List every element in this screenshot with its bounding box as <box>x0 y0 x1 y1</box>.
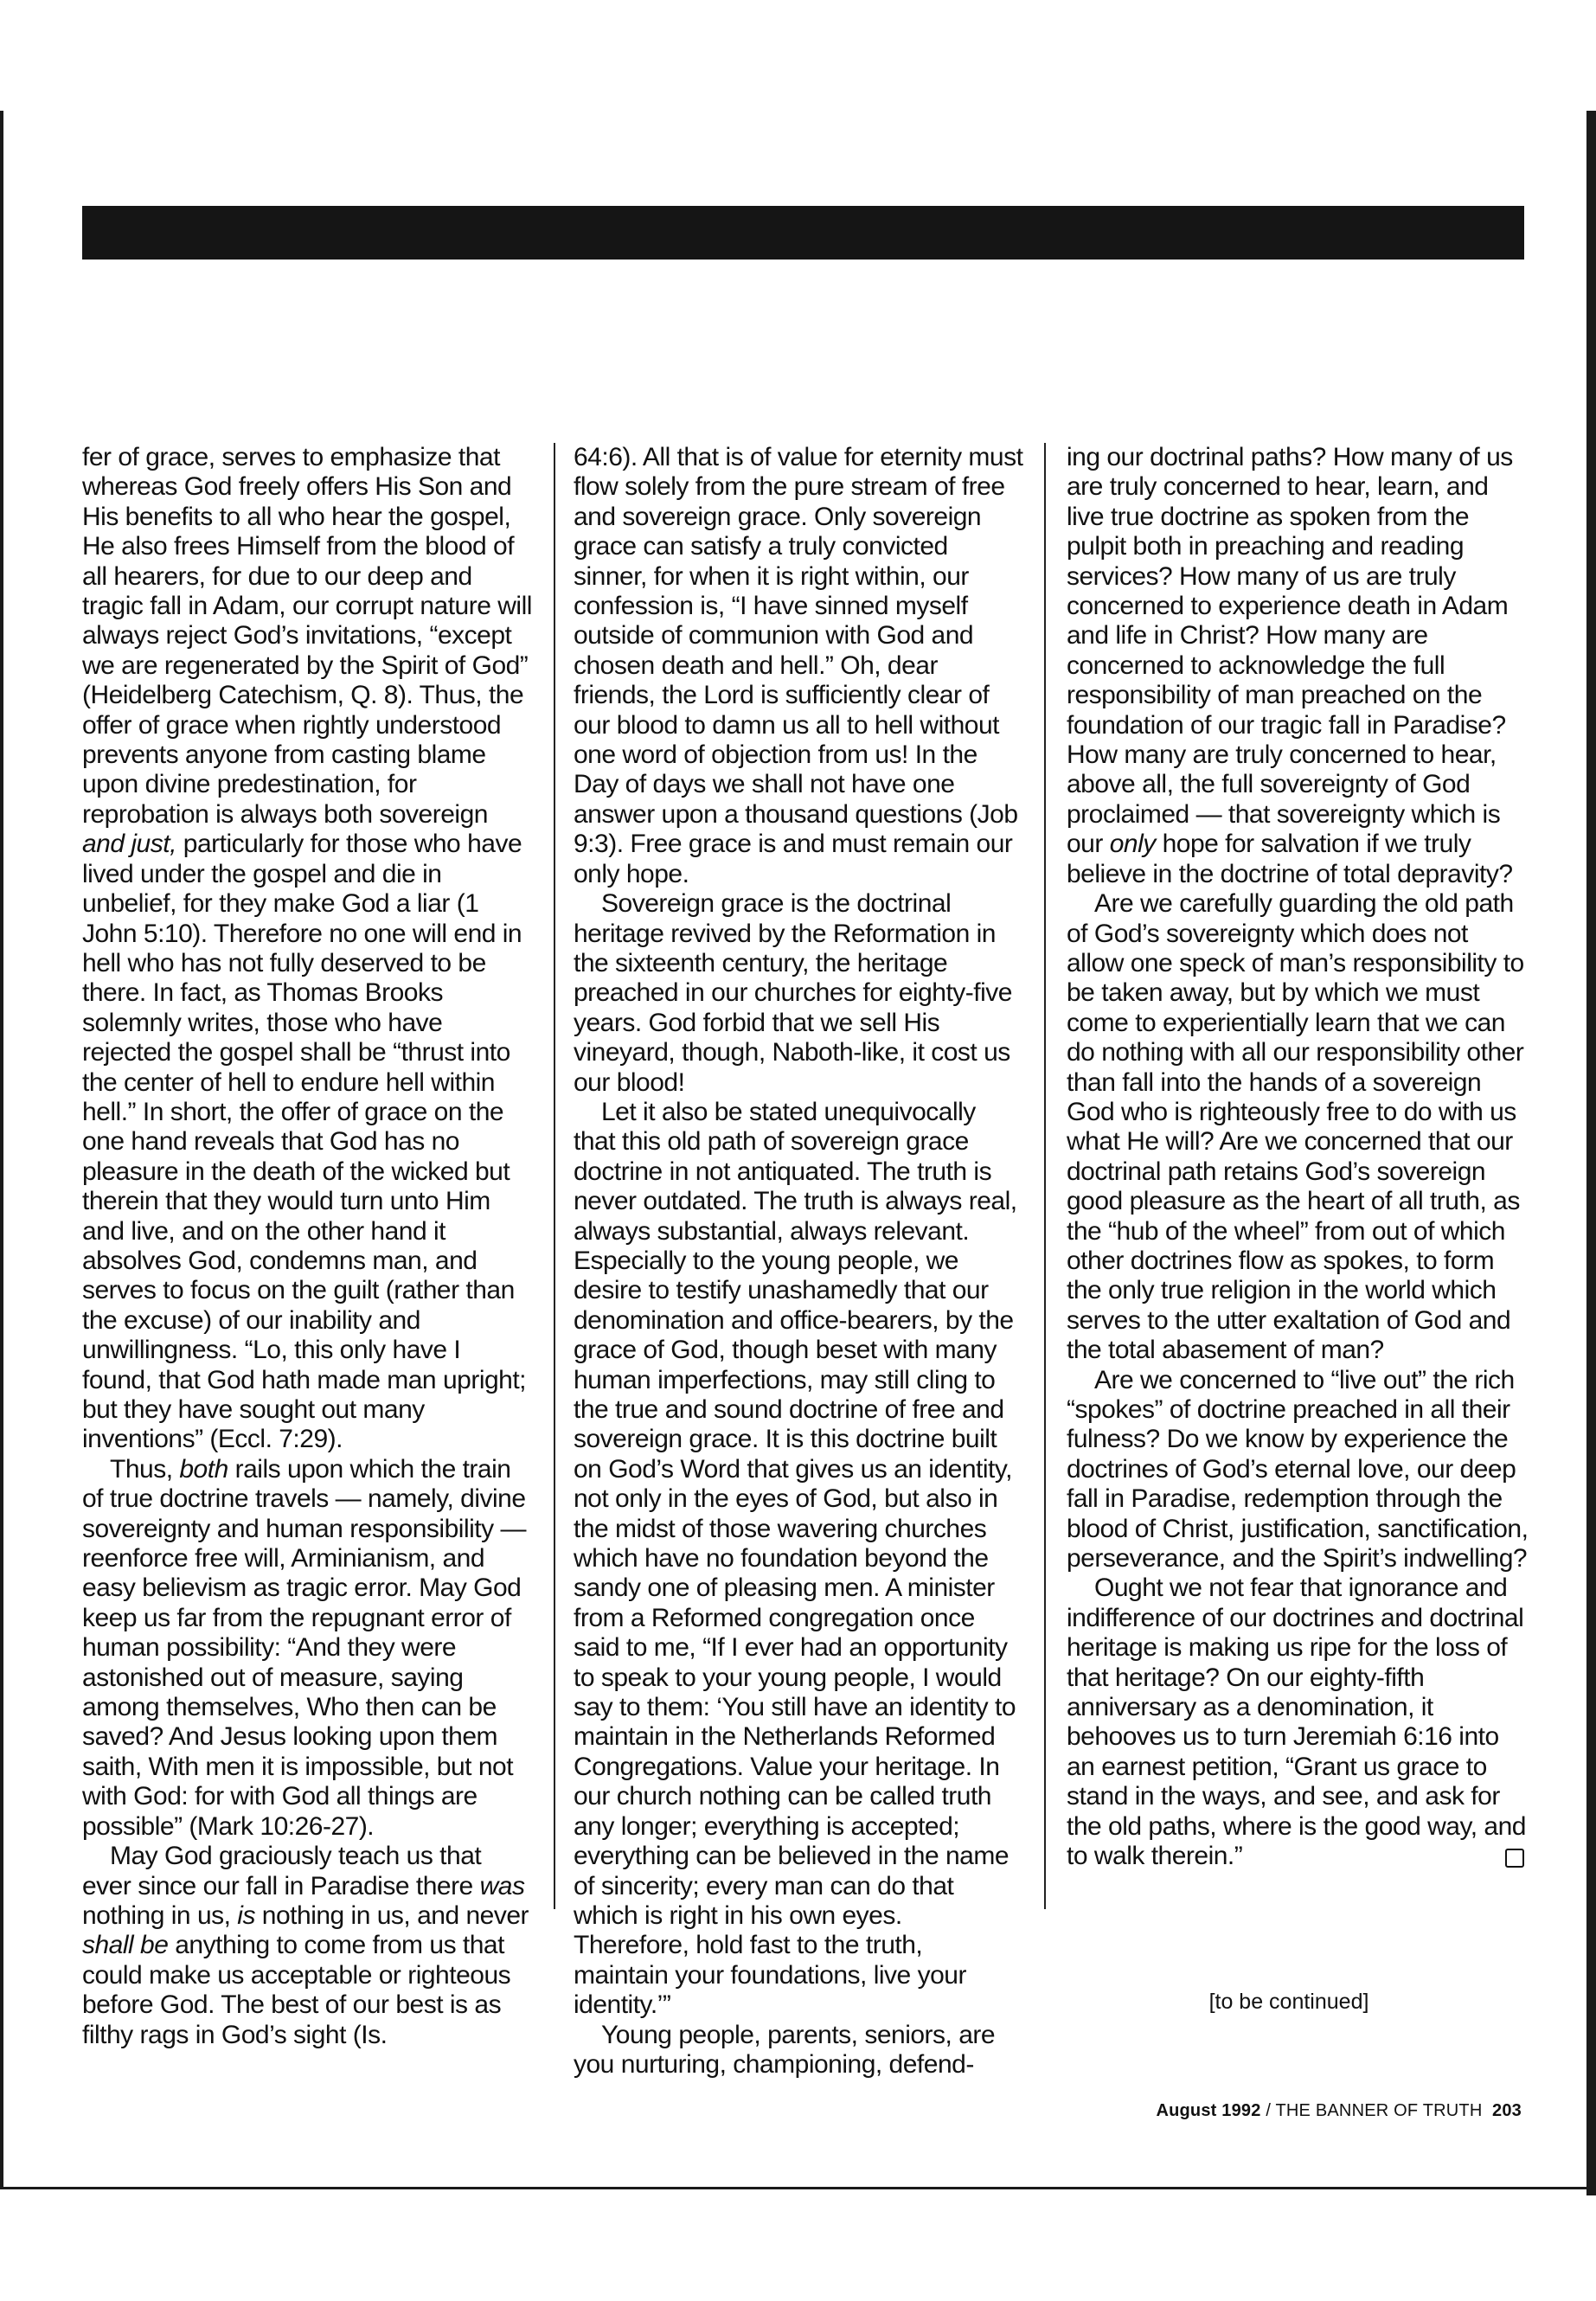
text-column-1 <box>82 443 532 2050</box>
text-column-3 <box>1067 443 1529 1872</box>
publication-title: THE BANNER OF TRUTH <box>1275 2101 1483 2120</box>
paragraph: Are we concerned to “live out” the rich “spokes” of doctrine preached in all their fulness? Do we know by experience the doctrines of God’s eternal love, our deep fall in Paradise, redemption through the blood of Christ, justification, sanctification, perseverance, and the Spirit’s indwelling? <box>1067 1365 1529 1574</box>
text-column-2 <box>574 443 1023 2080</box>
page-footer <box>1154 2101 1522 2121</box>
paragraph: Young people, parents, seniors, are you nurturing, championing, defend- <box>574 2020 996 2079</box>
issue-date: August 1992 <box>1156 2101 1261 2120</box>
paragraph: Ought we not fear that ignorance and indifference of our doctrines and doctrinal heritage is making us ripe for the loss of that heritage? On our eighty-fifth anniversary as a denomination, it behooves us to turn Jeremiah 6:16 into an earnest petition, “Grant us grace to stand in the ways, and see, and ask for the old paths, where is the good way, and to walk therein.” <box>1067 1574 1526 1871</box>
page-edge-bottom <box>0 2187 1596 2189</box>
paragraph: fer of grace, serves to emphasize that whereas God freely offers His Son and His benefits to all who hear the gospel, He also frees Himself from the blood of all hearers, for due to our deep and tragic fall in Adam, our corrupt nature will always reject God’s invitations, “except we are regenerated by the Spirit of God” (Heidelberg Catechism, Q. 8). Thus, the offer of grace when rightly understood prevents anyone from casting blame upon divine predestination, for reprobation is always both sovereign and just, particularly for those who have lived under the gospel and die in unbelief, for they make God a liar (1 John 5:10). Therefore no one will end in hell who has not fully deserved to be there. In fact, as Thomas Brooks solemnly writes, those who have rejected the gospel shall be “thrust into the center of hell to endure hell within hell.” In short, the offer of grace on the one hand reveals that God has no pleasure in the death of the wicked but therein that they would turn unto Him and live, and on the other hand it absolves God, condemns man, and serves to focus on the guilt (rather than the excuse) of our inability and unwillingness. “Lo, this only have I found, that God hath made man upright; but they have sought out many inventions” (Eccl. 7:29). <box>82 443 532 1454</box>
paragraph: Thus, both rails upon which the train of true doctrine travels — namely, divine sovereignty and human responsibility — reenforce free will, Arminianism, and easy believism as tragic error. May God keep us far from the repugnant error of human possibility: “And they were astonished out of measure, saying among themselves, Who then can be saved? And Jesus looking upon them saith, With men it is impossible, but not with God: for with God all things are possible” (Mark 10:26-27). <box>82 1454 526 1841</box>
page-edge-right <box>1586 111 1596 2195</box>
paragraph: Sovereign grace is the doctrinal heritage revived by the Reformation in the sixteenth century, the heritage preached in our churches for eighty-five years. God forbid that we sell His vineyard, though, Naboth-like, it cost us our blood! <box>574 889 1012 1097</box>
continued-note: [to be continued] <box>1208 1990 1369 2014</box>
paragraph: ing our doctrinal paths? How many of us are truly concerned to hear, learn, and live true doctrine as spoken from the pulpit both in preaching and reading services? How many of us are truly concerned to experience death in Adam and life in Christ? How many are concerned to acknowledge the full responsibility of man preached on the foundation of our tragic fall in Paradise? How many are truly concerned to hear, above all, the full sovereignty of God proclaimed — that sovereignty which is our only hope for salvation if we truly believe in the doctrine of total depravity? <box>1067 443 1513 888</box>
end-mark-icon <box>1505 1849 1524 1868</box>
header-bar <box>82 206 1524 260</box>
footer-separator: / <box>1260 2101 1276 2120</box>
paragraph: Let it also be stated unequivocally that this old path of sovereign grace doctrine in not antiquated. The truth is never outdated. The truth is always real, always substantial, always relevant. Especially to the young people, we desire to testify unashamedly that our denomination and office-bearers, by the grace of God, though beset with many human imperfections, may still cling to the true and sound doctrine of free and sovereign grace. It is this doctrine built on God’s Word that gives us an identity, not only in the eyes of God, but also in the midst of those wavering churches which have no foundation beyond the sandy one of pleasing men. A minister from a Reformed congregation once said to me, “If I ever had an opportunity to speak to your young people, I would say to them: ‘You still have an identity to maintain in the Netherlands Reformed Congregations. Value your heritage. In our church nothing can be called truth any longer; everything is accepted; everything can be believed in the name of sincerity; every man can do that which is right in his own eyes. Therefore, hold fast to the truth, maintain your foundations, live your identity.’” <box>574 1097 1017 2020</box>
page-edge-left <box>0 111 3 2187</box>
paragraph: Are we carefully guarding the old path of God’s sovereignty which does not allow one speck of man’s responsibility to be taken away, but by which we must come to experientially learn that we can do nothing with all our responsibility other than fall into the hands of a sovereign God who is righteously free to do with us what He will? Are we concerned that our doctrinal path retains God’s sovereign good pleasure as the heart of all truth, as the “hub of the wheel” from out of which other doctrines flow as spokes, to form the only true religion in the world which serves to the utter exaltation of God and the total abasement of man? <box>1067 889 1524 1365</box>
paragraph: 64:6). All that is of value for eternity must flow solely from the pure stream of free and sovereign grace. Only sovereign grace can satisfy a truly convicted sinner, for when it is right within, our confession is, “I have sinned myself outside of communion with God and chosen death and hell.” Oh, dear friends, the Lord is sufficiently clear of our blood to damn us all to hell without one word of objection from us! In the Day of days we shall not have one answer upon a thousand questions (Job 9:3). Free grace is and must remain our only hope. <box>574 443 1023 888</box>
column-divider <box>1044 443 1046 1909</box>
paragraph: May God graciously teach us that ever since our fall in Paradise there was nothing in us, is nothing in us, and never shall be anything to come from us that could make us acceptable or righteous before God. The best of our best is as filthy rags in God’s sight (Is. <box>82 1842 529 2049</box>
column-divider <box>554 443 555 1909</box>
page-number: 203 <box>1492 2101 1522 2120</box>
